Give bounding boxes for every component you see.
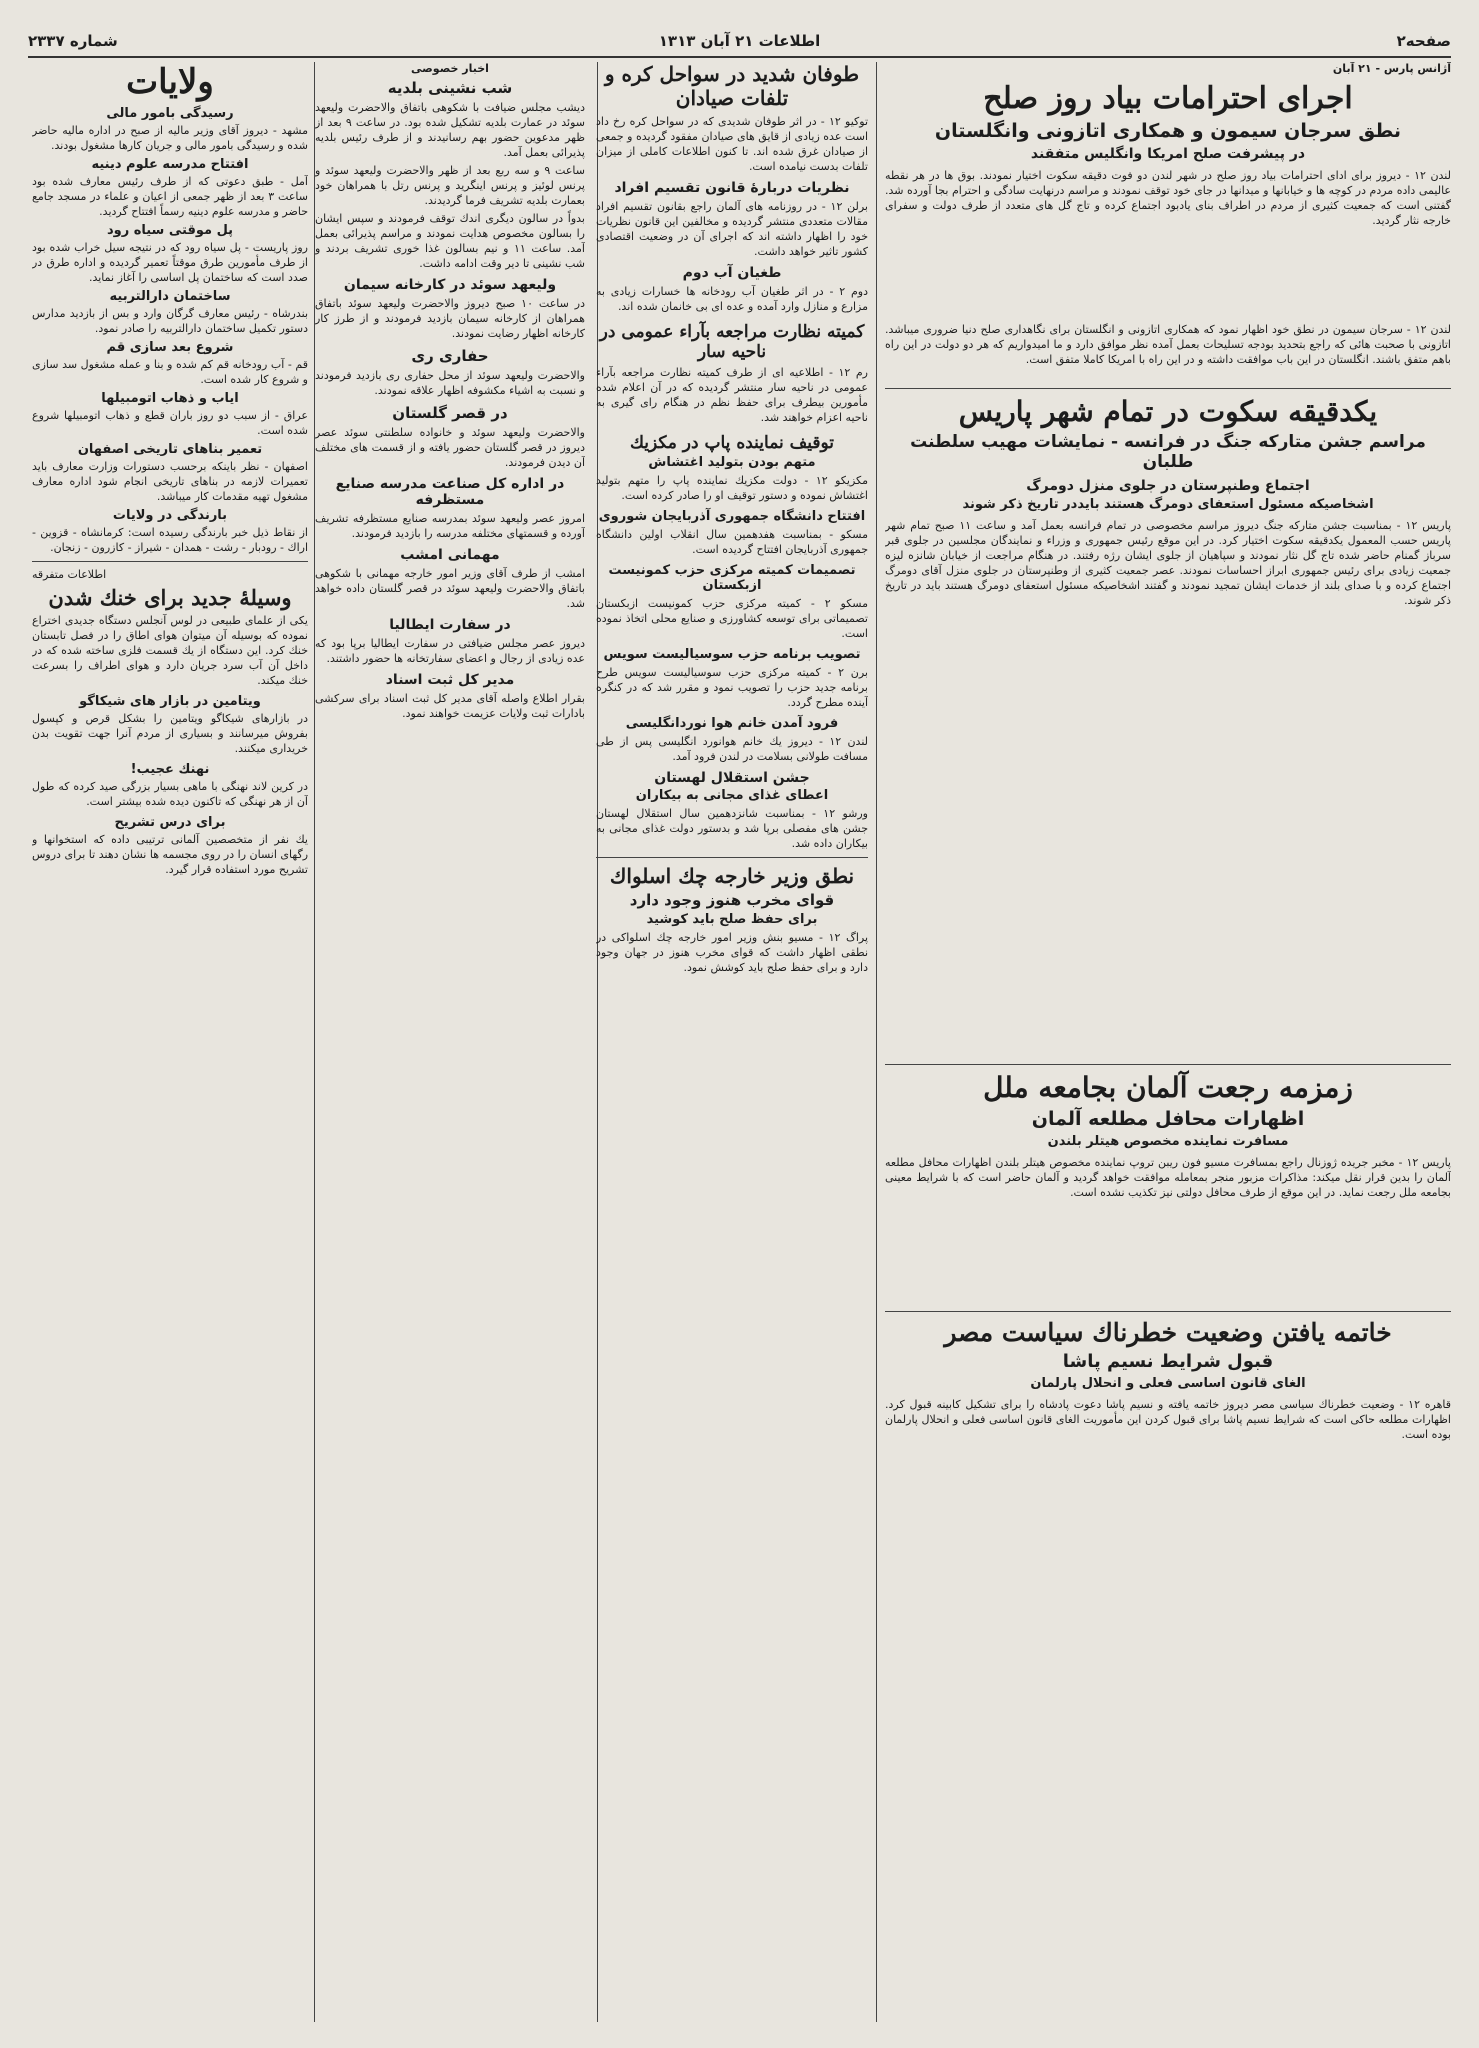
article-text: در ساعت ۱۰ صبح دیروز والاحضرت ولیعهد سوئد باتفاق همراهان از کارخانه سیمان بازدید فرمودند و از طرز کار کارخانه اظهار رضایت نمودند. <box>315 297 585 340</box>
article-text: لندن ۱۲ - سرجان سیمون در نطق خود اظهار نمود که همکاری اتازونی و انگلستان برای نگاهداری صلح دنیا ضروری میباشد. اتازونی با صحبت هائی که راجع بتحدید بودجه تسلیحات بعمل آمده نظر موافق دارد و ما امیدواریم که هر دو دولت در این راه باهم متفق باشند. انگلستان در این باب موافقت داشته و در این راه با امریکا کاملا متفق است. <box>885 323 1451 366</box>
subhead-us-uk: در پیشرفت صلح امریکا وانگلیس متفقند <box>1030 146 1306 162</box>
article-text: قم - آب رودخانه قم کم شده و بنا و عمله مشغول سد سازی و شروع کار شده است. <box>32 358 308 386</box>
article-text: آمل - طبق دعوتی که از طرف رئیس معارف شده بود ساعت ۳ بعد از ظهر جمعی از اعیان و علماء در مسجد جامع حاضر و مدرسه علوم دینیه رسماً افتتاح گردید. <box>32 175 308 218</box>
article-text: برلن ۱۲ - در روزنامه های آلمان راجع بقانون تقسیم افراد مقالات متعددی منتشر گردیده و مخالفین این قانون نظریات خود را اظهار داشته اند که اجرای آن در وضعیت اقتصادی کشور تاثیر خواهد داشت. <box>596 200 868 258</box>
headline-municipality: شب نشینی بلدیه <box>387 79 513 97</box>
article-text: دوم ۲ - در اثر طغیان آب رودخانه ها خسارات زیادی به مزارع و منازل وارد آمده و عده ای بی خانمان شده اند. <box>596 285 868 313</box>
issue-date: اطلاعات ۲۱ آبان ۱۳۱۳ <box>658 32 821 50</box>
subhead-doumergue: اجتماع وطنپرستان در جلوی منزل دومرگ <box>1026 478 1310 494</box>
section-tag: اطلاعات متفرقه <box>32 568 107 581</box>
column-provinces <box>32 62 308 2022</box>
column-foreign-news <box>885 62 1451 2022</box>
subhead-armistice: مراسم جشن متارکه جنگ در فرانسه - نمایشات مهیب سلطنت طلبان <box>910 432 1426 472</box>
subhead-cars: ایاب و ذهاب اتومبیلها <box>101 391 239 406</box>
article-text: بدواً در سالون دیگری اندك توقف فرمودند و سپس ایشان را بسالون مخصوص هدایت نمودند و مراسم پذیرائی بعمل آمد. ساعت ۱۱ و نیم بسالون غذا خوری تشریف بردند و شب نشینی تا دیر وقت ادامه داشت. <box>315 212 585 270</box>
article-text: بندرشاه - رئیس معارف گرگان وارد و بس از بازدید مدارس دستور تکمیل ساختمان دارالتربیه را صادر نمود. <box>32 307 308 335</box>
page-header <box>28 28 1451 58</box>
article-text: پاریس ۱۲ - بمناسبت جشن متارکه جنگ دیروز مراسم مخصوصی در تمام فرانسه بعمل آمد و ساعت ۱۱ صبح تمام شهر پاریس حسب المعمول یکدقیقه سکوت اختیار کرد. در این موقع رئیس جمهوری و وزراء و نمایندگان مجلسین در جلوی قبر سرباز گمنام حاضر شده تاج گل نثار نمودند و سپاهیان از جلوی ایشان رژه رفتند. در هنگام مراجعت از خیابان شانزه لیزه جمعیت زیادی برای رئیس جمهوری ابراز احساسات نمودند. عصر جمعیت کثیری از وطنپرستان در جلوی منزل آقای دومرگ اجتماع کرده و با صدای بلند از خدمات ایشان تمجید نمودند و گفتند اشخاصیکه مسئول استعفای دومرگ هستند باید در تاریخ ذکر شوند. <box>885 519 1451 607</box>
subhead-czech-peace: برای حفظ صلح باید کوشید <box>646 912 818 927</box>
headline-division-law: نظریات دربارهٔ قانون تقسیم افراد <box>614 180 850 196</box>
article-text: والاحضرت ولیعهد سوئد و خانواده سلطنتی سوئد عصر دیروز در قصر گلستان حضور یافته و از قسمت های مختلف آن دیدن فرمودند. <box>315 426 585 469</box>
article-text: مشهد - دیروز آقای وزیر مالیه از صبح در اداره مالیه حاضر شده و رسیدگی بامور مالی و جریان کارها مشغول بودند. <box>32 124 308 152</box>
article-text: توکیو ۱۲ - در اثر طوفان شدیدی که در سواحل کره رخ داد است عده زیادی از قایق های صیادان مفقود گردیده و جمعی از صیادان غرق شده اند. تا کنون اطلاعات کاملی از میزان تلفات بدست نیامده است. <box>596 115 868 173</box>
article-text: امروز عصر ولیعهد سوئد بمدرسه صنایع مستظرفه تشریف آورده و قسمتهای مختلفه مدرسه را بازدید فرمودند. <box>315 512 585 540</box>
issue-number: شماره ۲۳۳۷ <box>28 32 118 50</box>
column-local-news <box>315 62 585 2022</box>
divider <box>885 1064 1451 1065</box>
subhead-anatomy: برای درس تشریح <box>114 815 226 830</box>
headline-flood: طغیان آب دوم <box>682 265 782 281</box>
subhead-bridge: پل موقتی سیاه رود <box>106 223 234 238</box>
divider <box>885 388 1451 389</box>
article-text: مسکو ۲ - کمیته مرکزی حزب کمونیست ازبکستان تصمیماتی برای توسعه کشاورزی و صنایع محلی اتخاذ نموده است. <box>596 597 868 640</box>
headline-germany-league: زمزمه رجعت آلمان بجامعه ملل <box>983 1071 1353 1104</box>
section-tag: اخبار خصوصی <box>411 62 489 75</box>
article-text: اصفهان - نظر باینکه برحسب دستورات وزارت معارف باید تعمیرات لازمه در بناهای تاریخی انجام شود اداره معارف مشغول تهیه مقدمات کار میباشد. <box>32 460 308 503</box>
subhead-hitler-envoy: مسافرت نماینده مخصوص هیتلر بلندن <box>1047 1134 1289 1149</box>
subhead-nessim: قبول شرایط نسیم پاشا <box>1062 1351 1274 1372</box>
headline-mexico: توقیف نماینده پاپ در مکزیك <box>629 433 835 453</box>
subhead-school: افتتاح مدرسه علوم دینیه <box>91 157 249 172</box>
subhead-czech: قوای مخرب هنوز وجود دارد <box>629 891 835 909</box>
headline-provinces: ولایات <box>126 62 214 102</box>
headline-egypt: خاتمه یافتن وضعیت خطرناك سیاست مصر <box>944 1318 1392 1347</box>
column-rule <box>876 62 877 2022</box>
subhead-simon-speech: نطق سرجان سیمون و همکاری اتازونی وانگلستان <box>934 120 1402 142</box>
headline-peace-day: اجرای احترامات بیاد روز صلح <box>983 81 1353 116</box>
subhead-orphanage: ساختمان دارالتربیه <box>109 289 231 304</box>
article-text: مسکو - بمناسبت هفدهمین سال انقلاب اولین دانشگاه جمهوری آذربایجان افتتاح گردیده است. <box>596 528 868 556</box>
subhead-constitution: الغای قانون اساسی فعلی و انحلال پارلمان <box>1030 1376 1306 1391</box>
subhead-whale: نهنك عجیب! <box>130 762 210 777</box>
subhead-vitamin: ویتامین در بازار های شیکاگو <box>79 694 261 709</box>
article-text: از نقاط ذیل خبر بارندگی رسیده است: کرمانشاه - قزوین - اراك - رودبار - رشت - همدان - شیراز - کازرون - زنجان. <box>32 526 308 554</box>
article-text: پراگ ۱۲ - مسیو بنش وزیر امور خارجه چك اسلواکی در نطقی اظهار داشت که قوای مخرب هنوز در جهان وجود دارد و برای حفظ صلح باید کوشش نمود. <box>596 931 868 974</box>
headline-swiss: تصویب برنامه حزب سوسیالیست سویس <box>603 647 861 662</box>
agency-tag: آژانس پارس - ۲۱ آبان <box>1332 62 1451 75</box>
headline-poland: جشن استقلال لهستان <box>654 770 810 786</box>
article-text: برن ۲ - کمیته مرکزی حزب سوسیالیست سویس طرح برنامه جدید حزب را تصویب نمود و مقرر شد که در کنگره آینده مطرح گردد. <box>596 666 868 709</box>
article-text: ورشو ۱۲ - بمناسبت شانزدهمین سال استقلال لهستان جشن های مفصلی برپا شد و بدستور دولت غذای مجانی به بیکاران داده شد. <box>596 807 868 850</box>
headline-party: مهمانی امشب <box>400 547 500 563</box>
article-text: یکی از علمای طبیعی در لوس آنجلس دستگاه جدیدی اختراع نموده که بوسیله آن میتوان هوای اطاق را در فصل تابستان خنك کرد. این دستگاه از یك قسمت فلزی ساخته شده که در داخل آن آب سرد جریان دارد و هوای اطراف را بسرعت خنك میکند. <box>32 614 308 687</box>
subhead-german-circles: اظهارات محافل مطلعه آلمان <box>1031 1108 1305 1130</box>
subhead-poland: اعطای غذای مجانی به بیکاران <box>635 788 829 803</box>
article-text: رم ۱۲ - اطلاعیه ای از طرف کمیته نظارت مراجعه بآراء عمومی در ناحیه سار منتشر گردیده که در آن اعلام شده مأمورین بیطرف برای حفظ نظم در هنگام رای گیری به ناحیه اعزام خواهند شد. <box>596 366 868 424</box>
headline-czech: نطق وزیر خارجه چك اسلواك <box>609 864 855 888</box>
subhead-qom: شروع بعد سازی قم <box>106 340 234 355</box>
article-text: روز پاریست - پل سیاه رود که در نتیجه سیل خراب شده بود از طرف مأمورین طرق موقتاً تعمیر گردیده و اداره طرق در صدد است که ساختمان پل اساسی را آغاز نماید. <box>32 241 308 284</box>
headline-italy: در سفارت ایطالیا <box>389 617 511 633</box>
article-text: عراق - از سبب دو روز باران قطع و ذهاب اتومبیلها شروع شده است. <box>32 409 308 437</box>
subhead-finance: رسیدگی بامور مالی <box>106 106 234 121</box>
headline-rey: حفاری ری <box>411 347 489 365</box>
article-text: در بازارهای شیکاگو ویتامین را بشکل قرص و کپسول بفروش میرسانند و بسیاری از مردم آنرا جهت تقویت بدن خریداری میکنند. <box>32 712 308 755</box>
headline-golestan: در قصر گلستان <box>392 404 508 422</box>
article-text: پاریس ۱۲ - مخبر جریده ژوزنال راجع بمسافرت مسیو فون ریبن تروپ نماینده مخصوص هیتلر بلندن اظهارات محافل مطلعه آلمان را بدین قرار نقل میکند: مذاکرات مزبور منجر بمعامله موافقت خواهد گردید و آلمان حاضر است که با شرایط معینی بجامعه ملل رجعت نماید. در این موقع از طرف محافل دولتی نیز تکذیب نشده است. <box>885 1156 1451 1199</box>
article-text: ساعت ۹ و سه ربع بعد از ظهر والاحضرت ولیعهد سوئد و پرنس لوئیز و پرنس اینگرید و پرنس رتل با همراهان خود بعمارت بلدیه تشریف فرما گردیدند. <box>315 164 585 207</box>
page-number: صفحه۲ <box>1396 32 1451 50</box>
headline-azerbaijan: افتتاح دانشگاه جمهوری آذربایجان شوروی <box>598 509 866 524</box>
headline-korea-storm: طوفان شدید در سواحل کره و تلفات صیادان <box>604 62 860 110</box>
article-text: بقرار اطلاع واصله آقای مدیر کل ثبت اسناد برای سرکشی بادارات ثبت ولایات عزیمت خواهند نمود. <box>315 692 585 720</box>
subhead-isfahan: تعمیر بناهای تاریخی اصفهان <box>77 442 263 457</box>
subhead-rain: بارندگی در ولایات <box>112 508 228 523</box>
divider <box>32 561 308 562</box>
subhead-resignation: اشخاصیکه مسئول استعفای دومرگ هستند بایددر تاریخ ذکر شوند <box>962 497 1374 512</box>
article-text: یك نفر از متخصصین آلمانی ترتیبی داده که استخوانها و رگهای انسان را در روی مجسمه ها نشان دهند تا برای دروس تشریح مورد استفاده قرار گیرد. <box>32 833 308 876</box>
article-text: مکزیکو ۱۲ - دولت مکزیك نماینده پاپ را متهم بتولید اغتشاش نموده و دستور توقیف او را صادر کرده است. <box>596 474 868 502</box>
column-world-news <box>596 62 868 2022</box>
article-text: در کرین لاند نهنگی با ماهی بسیار بزرگی صید کرده که طول آن از هر نهنگی که تاکنون دیده شده بیشتر است. <box>32 780 308 808</box>
article-text: امشب از طرف آقای وزیر امور خارجه مهمانی با شکوهی باتفاق والاحضرت ولیعهد سوئد در قصر گلستان داده خواهد شد. <box>315 567 585 610</box>
headline-saar: کمیته نظارت مراجعه بآراء عمومی در ناحیه سار <box>599 322 865 362</box>
article-text: والاحضرت ولیعهد سوئد از محل حفاری ری بازدید فرمودند و نسبت به اشیاء مکشوفه اظهار علاقه نمودند. <box>315 369 585 397</box>
headline-aviatrix: فرود آمدن خانم هوا نوردانگلیسی <box>625 716 839 731</box>
headline-paris-silence: یکدقیقه سکوت در تمام شهر پاریس <box>958 395 1378 428</box>
article-text: لندن ۱۲ - دیروز یك خانم هوانورد انگلیسی پس از طی مسافت طولانی بسلامت در لندن فرود آمد. <box>596 735 868 763</box>
headline-uzbekistan: تصمیمات کمیته مرکزی حزب کمونیست ازبکستان <box>608 563 856 593</box>
divider <box>596 857 868 858</box>
headline-cooling: وسیلهٔ جدید برای خنك شدن <box>48 585 292 610</box>
article-text: قاهره ۱۲ - وضعیت خطرناك سیاسی مصر دیروز خاتمه یافته و نسیم پاشا دعوت پادشاه را برای تشکیل کابینه قبول کرد. اظهارات مطلعه حاکی است که شرایط نسیم پاشا برای قبول کردن این مأموریت الغای قانون اساسی فعلی و انحلال پارلمان بوده است. <box>885 1398 1451 1441</box>
article-text: لندن ۱۲ - دیروز برای ادای احترامات بیاد روز صلح در شهر لندن دو فوت دقیقه سکوت اختیار نمودند. بوق ها در هر نقطه عالیمی داده مردم در کوچه ها و خیابانها و میدانها در جای خود توقف نمودند و مراسم درنهایت سادگی و احترام بجا آورده شد. گفتنی است که جمعیت کثیری از مردم در اطراف بنای یادبود اجتماع کرده و تاج گل های متعدد از طرف دولت و سفرای خارجه نثار گردید. <box>885 169 1451 227</box>
article-text: دیروز عصر مجلس ضیافتی در سفارت ایطالیا برپا بود که عده زیادی از رجال و اعضای سفارتخانه ها حضور داشتند. <box>315 637 585 665</box>
headline-registry: مدیر کل ثبت اسناد <box>385 672 515 688</box>
divider <box>885 1311 1451 1312</box>
headline-arts-school: در اداره کل صناعت مدرسه صنایع مستظرفه <box>335 476 565 508</box>
article-text: دیشب مجلس ضیافت با شکوهی باتفاق والاحضرت ولیعهد سوئد در عمارت بلدیه تشکیل شده بود. در ساعت ۹ بعد از ظهر مدعوین حضور بهم رسانیدند و از طرف رئیس بلدیه پذیرائی بعمل آمد. <box>315 101 585 159</box>
headline-cement: ولیعهد سوئد در کارخانه سیمان <box>343 277 557 293</box>
subhead-mexico: متهم بودن بتولید اغتشاش <box>648 455 816 470</box>
